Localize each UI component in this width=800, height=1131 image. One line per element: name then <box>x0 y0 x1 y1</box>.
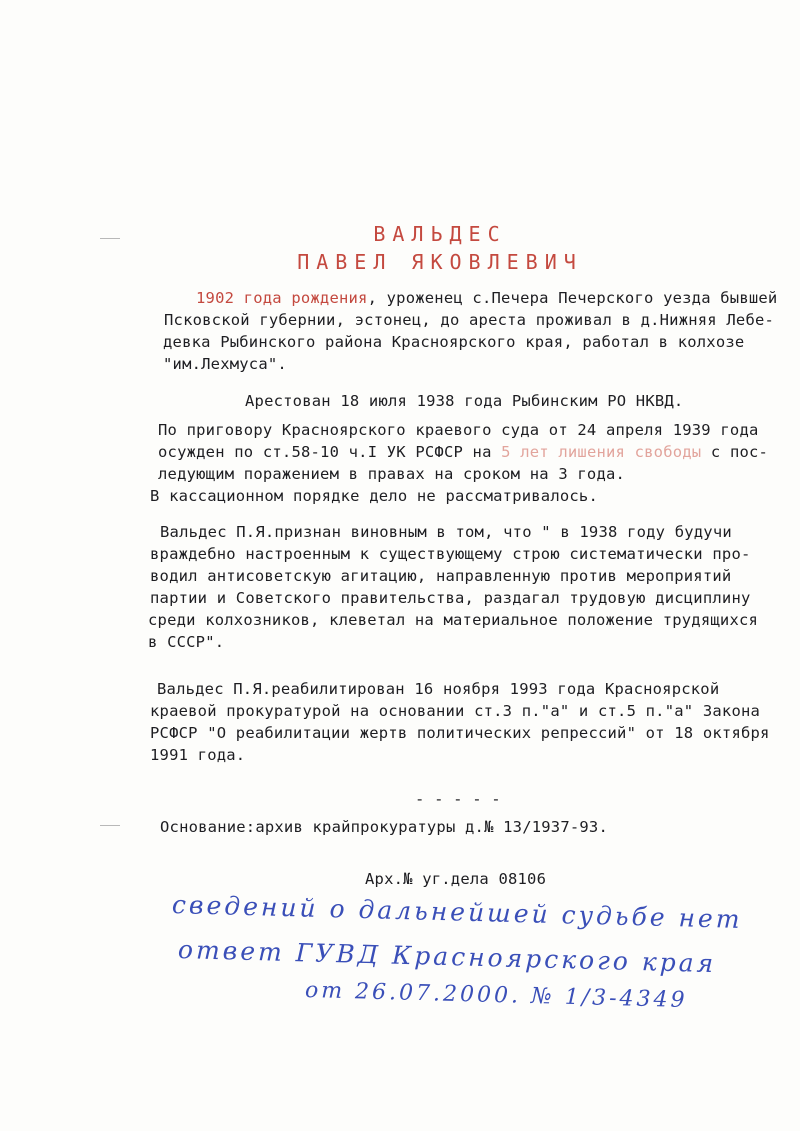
birth-year: 1902 года рождения <box>196 289 368 307</box>
rehab-line3: РСФСР "О реабилитации жертв политических репрессий" от 18 октября <box>150 724 770 742</box>
surname-heading: ВАЛЬДЕС <box>373 222 507 246</box>
guilt-line4: партии и Советского правительства, раздагал трудовую дисциплину <box>150 589 751 607</box>
guilt-line6: в СССР". <box>148 633 225 651</box>
arrest-line: Арестован 18 июля 1938 года Рыбинским РО НКВД. <box>245 392 684 410</box>
rehab-line2: краевой прокуратурой на основании ст.3 п."а" и ст.5 п."а" Закона <box>150 702 761 720</box>
basis-line: Основание:архив крайпрокуратуры д.№ 13/1937-93. <box>160 818 608 836</box>
para1-line1: 1902 года рождения, уроженец с.Печера Печерского уезда бывшей <box>196 289 778 307</box>
rehab-line4: 1991 года. <box>150 746 246 764</box>
guilt-line2: враждебно настроенным к существующему строю систематически про- <box>150 545 751 563</box>
para1-line4: "им.Лехмуса". <box>163 355 287 373</box>
guilt-line3: водил антисоветскую агитацию, направленную против мероприятий <box>150 567 732 585</box>
para1-line2: Псковской губернии, эстонец, до ареста проживал в д.Нижняя Лебе- <box>164 311 775 329</box>
rehab-line1: Вальдес П.Я.реабилитирован 16 ноября 1993 года Красноярской <box>157 680 720 698</box>
guilt-line5: среди колхозников, клеветал на материальное положение трудящихся <box>148 611 759 629</box>
handwritten-note-line3: от 26.07.2000. № 1/3-4349 <box>304 978 688 1014</box>
separator: - - - - - <box>415 790 501 808</box>
archive-number: Арх.№ уг.дела 08106 <box>365 870 547 888</box>
handwritten-note-line2: ответ ГУВД Красноярского края <box>177 935 717 979</box>
sentence-line3: ледующим поражением в правах на сроком на 3 года. <box>158 465 626 483</box>
sentence-term: 5 лет лишения свободы <box>501 443 702 461</box>
sentence-line1: По приговору Красноярского краевого суда от 24 апреля 1939 года <box>158 421 759 439</box>
guilt-line1: Вальдес П.Я.признан виновным в том, что " в 1938 году будучи <box>160 523 732 541</box>
margin-mark <box>100 825 120 826</box>
handwritten-note-line1: сведений о дальнейшей судьбе нет <box>171 890 743 934</box>
para1-line3: девка Рыбинского района Красноярского края, работал в колхозе <box>163 333 745 351</box>
name-heading: ПАВЕЛ ЯКОВЛЕВИЧ <box>297 250 583 274</box>
sentence-line4: В кассационном порядке дело не рассматривалось. <box>150 487 598 505</box>
sentence-line2: осужден по ст.58-10 ч.I УК РСФСР на 5 лет лишения свободы с пос- <box>158 443 769 461</box>
